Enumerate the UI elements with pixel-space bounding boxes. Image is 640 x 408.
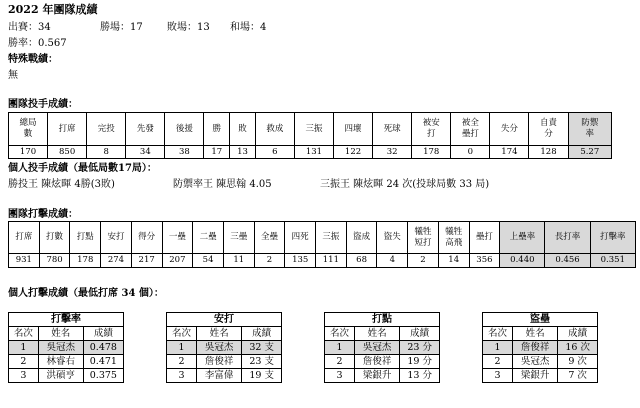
ranking-table-3 — [324, 312, 440, 383]
player-name-cell: 林睿右 — [38, 355, 83, 369]
ranking-row — [483, 369, 598, 383]
pitching-value-cell: 131 — [294, 146, 333, 159]
pitching-value-cell: 170 — [9, 146, 48, 159]
team-pitching-table — [8, 112, 612, 159]
name-column-header: 姓名 — [513, 327, 558, 341]
individual-pitching-title: 個人投手成績（最低局數17局）： — [8, 163, 157, 174]
pitching-value-cell: 32 — [373, 146, 412, 159]
batting-value-cell: 178 — [70, 254, 101, 268]
ranking-row — [9, 355, 124, 369]
batting-value-cell: 135 — [285, 254, 316, 268]
ranking-row — [9, 369, 124, 383]
special-record-value: 無 — [8, 70, 18, 81]
score-cell: 23 支 — [242, 355, 282, 369]
batting-value-cell: 931 — [9, 254, 40, 268]
ranking-row — [325, 369, 440, 383]
ranking-row — [325, 355, 440, 369]
pitching-value-cell: 6 — [255, 146, 294, 159]
score-cell: 0.478 — [83, 341, 123, 355]
batting-header-cell: 打擊率 — [590, 222, 635, 254]
ranking-table-4 — [482, 312, 598, 383]
pitching-header-cell: 三振 — [294, 113, 333, 146]
ranking-table-title: 盜壘 — [483, 313, 598, 327]
pitching-header-cell: 被全 壘打 — [451, 113, 490, 146]
team-batting-table — [8, 221, 636, 268]
rank-cell: 3 — [9, 369, 39, 383]
pitching-header-cell: 防禦 率 — [568, 113, 611, 146]
batting-value-cell: 274 — [101, 254, 132, 268]
ranking-table-2 — [166, 312, 282, 383]
pitching-header-cell: 救成 — [255, 113, 294, 146]
name-column-header: 姓名 — [197, 327, 242, 341]
player-name-cell: 吳冠杰 — [513, 355, 558, 369]
pitching-header-cell: 四壞 — [334, 113, 373, 146]
player-name-cell: 吳冠杰 — [355, 341, 400, 355]
score-cell: 16 次 — [558, 341, 598, 355]
rank-column-header: 名次 — [167, 327, 197, 341]
pitching-value-cell: 128 — [529, 146, 568, 159]
pitching-header-cell: 先發 — [126, 113, 165, 146]
batting-header-cell: 犧牲 高飛 — [438, 222, 469, 254]
batting-header-cell: 犧牲 短打 — [408, 222, 439, 254]
team-batting-title: 團隊打擊成績： — [8, 209, 78, 220]
ranking-table-title: 打擊率 — [9, 313, 124, 327]
rank-cell: 1 — [483, 341, 513, 355]
rank-cell: 2 — [325, 355, 355, 369]
batting-header-cell: 一壘 — [162, 222, 193, 254]
rank-cell: 2 — [167, 355, 197, 369]
wins-stat: 勝場：17 — [100, 22, 143, 33]
page-title: 2022 年團隊成績 — [8, 3, 98, 16]
score-column-header: 成績 — [400, 327, 440, 341]
player-name-cell: 李富偉 — [197, 369, 242, 383]
pitching-value-cell: 38 — [165, 146, 204, 159]
batting-value-cell: 4 — [377, 254, 408, 268]
batting-header-cell: 上壘率 — [500, 222, 545, 254]
pitching-value-cell: 850 — [48, 146, 87, 159]
score-cell: 19 支 — [242, 369, 282, 383]
score-cell: 32 支 — [242, 341, 282, 355]
games-stat: 出賽：34 — [8, 22, 51, 33]
batting-header-cell: 得分 — [131, 222, 162, 254]
batting-value-cell: 68 — [346, 254, 377, 268]
batting-header-cell: 安打 — [101, 222, 132, 254]
ranking-row — [167, 341, 282, 355]
batting-value-cell: 0.440 — [500, 254, 545, 268]
name-column-header: 姓名 — [38, 327, 83, 341]
batting-header-cell: 打席 — [9, 222, 40, 254]
rank-cell: 3 — [325, 369, 355, 383]
score-cell: 7 次 — [558, 369, 598, 383]
batting-header-cell: 壘打 — [469, 222, 500, 254]
pitching-header-cell: 後援 — [165, 113, 204, 146]
batting-value-cell: 11 — [223, 254, 254, 268]
ranking-row — [9, 341, 124, 355]
pitching-value-cell: 122 — [334, 146, 373, 159]
batting-value-cell: 111 — [316, 254, 347, 268]
pitching-header-cell: 完投 — [87, 113, 126, 146]
batting-header-cell: 打數 — [39, 222, 70, 254]
batting-header-cell: 長打率 — [545, 222, 590, 254]
pitching-value-cell: 13 — [230, 146, 256, 159]
rank-cell: 2 — [483, 355, 513, 369]
batting-header-cell: 三壘 — [223, 222, 254, 254]
rank-cell: 1 — [167, 341, 197, 355]
ranking-table-title: 安打 — [167, 313, 282, 327]
ranking-row — [483, 341, 598, 355]
pitching-value-cell: 5.27 — [568, 146, 611, 159]
strikeout-leader: 三振王 陳炫暉 24 次(投球局數 33 局) — [320, 179, 490, 190]
wins-leader: 勝投王 陳炫暉 4勝(3敗) — [8, 179, 115, 190]
individual-batting-title: 個人打擊成績（最低打席 34 個）： — [8, 288, 164, 299]
player-name-cell: 詹俊祥 — [513, 341, 558, 355]
win-rate-stat: 勝率：0.567 — [8, 38, 67, 49]
batting-header-cell: 四死 — [285, 222, 316, 254]
score-cell: 0.375 — [83, 369, 123, 383]
pitching-value-cell: 8 — [87, 146, 126, 159]
pitching-header-cell: 勝 — [204, 113, 230, 146]
rank-cell: 3 — [167, 369, 197, 383]
batting-value-cell: 780 — [39, 254, 70, 268]
pitching-value-cell: 17 — [204, 146, 230, 159]
score-cell: 23 分 — [400, 341, 440, 355]
pitching-value-cell: 174 — [490, 146, 529, 159]
player-name-cell: 梁銀升 — [355, 369, 400, 383]
player-name-cell: 梁銀升 — [513, 369, 558, 383]
batting-header-cell: 盜失 — [377, 222, 408, 254]
score-column-header: 成績 — [83, 327, 123, 341]
rank-cell: 1 — [9, 341, 39, 355]
batting-header-cell: 二壘 — [193, 222, 224, 254]
player-name-cell: 吳冠杰 — [38, 341, 83, 355]
ties-stat: 和場：4 — [230, 22, 267, 33]
ranking-row — [325, 341, 440, 355]
rank-column-header: 名次 — [483, 327, 513, 341]
pitching-header-cell: 總局 數 — [9, 113, 48, 146]
batting-value-cell: 356 — [469, 254, 500, 268]
player-name-cell: 洪碩亨 — [38, 369, 83, 383]
special-record-title: 特殊戰績： — [8, 54, 58, 65]
batting-header-cell: 全壘 — [254, 222, 285, 254]
pitching-header-cell: 失分 — [490, 113, 529, 146]
batting-header-cell: 打點 — [70, 222, 101, 254]
ranking-row — [167, 355, 282, 369]
batting-value-cell: 2 — [408, 254, 439, 268]
pitching-header-cell: 打席 — [48, 113, 87, 146]
pitching-header-cell: 自責 分 — [529, 113, 568, 146]
score-cell: 13 分 — [400, 369, 440, 383]
pitching-value-cell: 0 — [451, 146, 490, 159]
player-name-cell: 吳冠杰 — [197, 341, 242, 355]
name-column-header: 姓名 — [355, 327, 400, 341]
losses-stat: 敗場：13 — [167, 22, 210, 33]
score-column-header: 成績 — [242, 327, 282, 341]
batting-value-cell: 14 — [438, 254, 469, 268]
batting-value-cell: 207 — [162, 254, 193, 268]
score-cell: 9 次 — [558, 355, 598, 369]
pitching-value-cell: 178 — [412, 146, 451, 159]
pitching-header-cell: 死球 — [373, 113, 412, 146]
player-name-cell: 詹俊祥 — [355, 355, 400, 369]
team-pitching-title: 團隊投手成績： — [8, 99, 78, 110]
score-cell: 19 分 — [400, 355, 440, 369]
batting-header-cell: 盜成 — [346, 222, 377, 254]
rank-column-header: 名次 — [9, 327, 39, 341]
batting-value-cell: 54 — [193, 254, 224, 268]
era-leader: 防禦率王 陳思翰 4.05 — [173, 179, 272, 190]
batting-value-cell: 217 — [131, 254, 162, 268]
batting-value-cell: 0.456 — [545, 254, 590, 268]
ranking-row — [167, 369, 282, 383]
ranking-table-title: 打點 — [325, 313, 440, 327]
batting-value-cell: 2 — [254, 254, 285, 268]
ranking-row — [483, 355, 598, 369]
rank-column-header: 名次 — [325, 327, 355, 341]
ranking-table-1 — [8, 312, 124, 383]
pitching-header-cell: 被安 打 — [412, 113, 451, 146]
batting-header-cell: 三振 — [316, 222, 347, 254]
rank-cell: 3 — [483, 369, 513, 383]
score-column-header: 成績 — [558, 327, 598, 341]
batting-value-cell: 0.351 — [590, 254, 635, 268]
pitching-header-cell: 敗 — [230, 113, 256, 146]
score-cell: 0.471 — [83, 355, 123, 369]
rank-cell: 1 — [325, 341, 355, 355]
rank-cell: 2 — [9, 355, 39, 369]
player-name-cell: 詹俊祥 — [197, 355, 242, 369]
pitching-value-cell: 34 — [126, 146, 165, 159]
